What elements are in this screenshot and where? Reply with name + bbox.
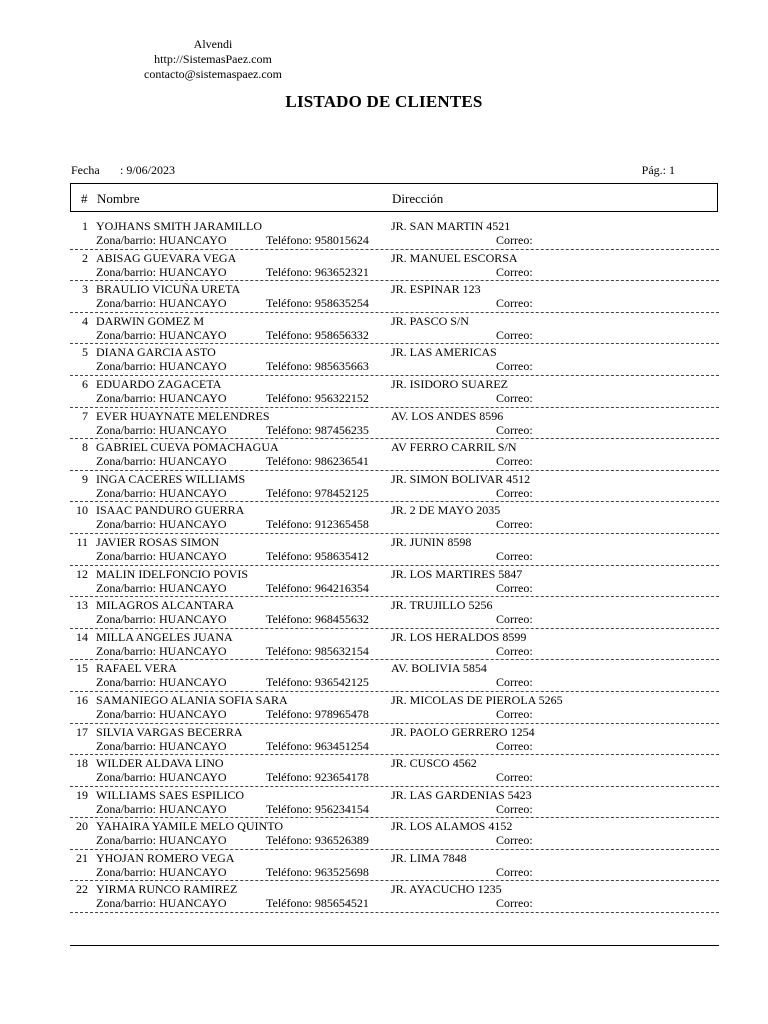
client-address: JR. LIMA 7848 <box>391 850 467 865</box>
client-row <box>70 850 719 882</box>
phone-value: 936542125 <box>314 675 369 690</box>
client-address: JR. LOS MARTIRES 5847 <box>391 566 523 581</box>
zone-value: HUANCAYO <box>158 738 227 753</box>
phone-value: 985654521 <box>314 896 369 911</box>
client-zone <box>96 549 227 564</box>
email-label: Correo: <box>496 864 533 879</box>
phone-label: Teléfono: <box>266 833 312 848</box>
phone-value: 963451254 <box>314 738 369 753</box>
phone-value: 912365458 <box>314 517 369 532</box>
client-zone <box>96 391 227 406</box>
client-number: 18 <box>76 756 88 771</box>
client-number: 2 <box>82 250 88 265</box>
email-label: Correo: <box>496 485 533 500</box>
client-address: JR. PASCO S/N <box>391 313 469 328</box>
phone-value: 958635254 <box>314 296 369 311</box>
zone-value: HUANCAYO <box>158 390 227 405</box>
phone-label: Teléfono: <box>266 770 312 785</box>
client-zone <box>96 296 227 311</box>
phone-label: Teléfono: <box>266 296 312 311</box>
client-number: 7 <box>82 408 88 423</box>
client-row <box>70 439 719 471</box>
email-label: Correo: <box>496 454 533 469</box>
client-number: 11 <box>76 534 88 549</box>
client-zone <box>96 486 227 501</box>
phone-label: Teléfono: <box>266 675 312 690</box>
phone-label: Teléfono: <box>266 801 312 816</box>
email-label: Correo: <box>496 548 533 563</box>
client-name: GABRIEL CUEVA POMACHAGUA <box>96 440 279 455</box>
phone-label: Teléfono: <box>266 548 312 563</box>
email-label: Correo: <box>496 580 533 595</box>
column-header-name: Nombre <box>97 191 140 206</box>
email-label: Correo: <box>496 517 533 532</box>
zone-label: Zona/barrio: <box>96 422 156 437</box>
phone-label: Teléfono: <box>266 485 312 500</box>
client-row <box>70 724 719 756</box>
phone-value: 956322152 <box>314 390 369 405</box>
zone-label: Zona/barrio: <box>96 896 156 911</box>
client-row <box>70 376 719 408</box>
client-number: 21 <box>76 850 88 865</box>
client-number: 12 <box>76 566 88 581</box>
client-name: WILLIAMS SAES ESPILICO <box>96 787 245 802</box>
zone-value: HUANCAYO <box>158 612 227 627</box>
client-name: ISAAC PANDURO GUERRA <box>96 503 245 518</box>
client-address: AV. BOLIVIA 5854 <box>391 661 487 676</box>
email-label: Correo: <box>496 833 533 848</box>
client-row <box>70 313 719 345</box>
email-label: Correo: <box>496 296 533 311</box>
email-label: Correo: <box>496 706 533 721</box>
email-label: Correo: <box>496 390 533 405</box>
client-zone <box>96 896 227 911</box>
client-zone <box>96 517 227 532</box>
phone-label: Teléfono: <box>266 390 312 405</box>
client-address: JR. 2 DE MAYO 2035 <box>391 503 501 518</box>
zone-label: Zona/barrio: <box>96 548 156 563</box>
phone-value: 963652321 <box>314 264 369 279</box>
email-label: Correo: <box>496 643 533 658</box>
zone-label: Zona/barrio: <box>96 706 156 721</box>
client-number: 5 <box>82 345 88 360</box>
phone-value: 958015624 <box>314 233 369 247</box>
column-header-number: # <box>81 191 88 206</box>
client-row <box>70 692 719 724</box>
client-address: JR. LOS ALAMOS 4152 <box>391 819 513 834</box>
client-zone <box>96 865 227 880</box>
zone-label: Zona/barrio: <box>96 675 156 690</box>
table-header <box>70 183 718 212</box>
phone-label: Teléfono: <box>266 896 312 911</box>
client-number: 3 <box>82 282 88 297</box>
email-label: Correo: <box>496 264 533 279</box>
client-row <box>70 629 719 661</box>
client-phone <box>266 454 369 469</box>
zone-label: Zona/barrio: <box>96 233 156 247</box>
client-phone <box>266 707 369 722</box>
client-phone <box>266 675 369 690</box>
client-zone <box>96 802 227 817</box>
email-label: Correo: <box>496 896 533 911</box>
client-phone <box>266 391 369 406</box>
phone-label: Teléfono: <box>266 359 312 374</box>
phone-value: 986236541 <box>314 454 369 469</box>
client-row <box>70 755 719 787</box>
email-label: Correo: <box>496 612 533 627</box>
client-zone <box>96 707 227 722</box>
client-zone <box>96 675 227 690</box>
zone-label: Zona/barrio: <box>96 454 156 469</box>
page-title: LISTADO DE CLIENTES <box>285 92 483 111</box>
phone-value: 956234154 <box>314 801 369 816</box>
client-name: INGA CACERES WILLIAMS <box>96 471 246 486</box>
client-name: YAHAIRA YAMILE MELO QUINTO <box>96 819 283 834</box>
zone-value: HUANCAYO <box>158 296 227 311</box>
client-address: JR. PAOLO GERRERO 1254 <box>391 724 535 739</box>
zone-label: Zona/barrio: <box>96 517 156 532</box>
client-name: ABISAG GUEVARA VEGA <box>96 250 237 265</box>
email-label: Correo: <box>496 738 533 753</box>
client-row <box>70 566 719 598</box>
zone-label: Zona/barrio: <box>96 296 156 311</box>
client-name: SAMANIEGO ALANIA SOFIA SARA <box>96 692 288 707</box>
client-number: 19 <box>76 787 88 802</box>
client-name: DARWIN GOMEZ M <box>96 313 204 328</box>
client-row <box>70 218 719 250</box>
phone-value: 964216354 <box>314 580 369 595</box>
zone-value: HUANCAYO <box>158 264 227 279</box>
client-phone <box>266 581 369 596</box>
client-name: RAFAEL VERA <box>96 661 177 676</box>
zone-value: HUANCAYO <box>158 801 227 816</box>
phone-label: Teléfono: <box>266 864 312 879</box>
client-address: JR. ISIDORO SUAREZ <box>391 376 509 391</box>
email-label: Correo: <box>496 770 533 785</box>
column-header-address: Dirección <box>392 191 444 206</box>
client-address: JR. SAN MARTIN 4521 <box>391 219 511 233</box>
email-label: Correo: <box>496 801 533 816</box>
client-row <box>70 250 719 282</box>
client-name: MILLA ANGELES JUANA <box>96 629 233 644</box>
client-number: 1 <box>82 219 88 233</box>
client-zone <box>96 233 227 248</box>
client-zone <box>96 612 227 627</box>
client-number: 16 <box>76 692 88 707</box>
client-number: 13 <box>76 598 88 613</box>
client-name: DIANA GARCIA ASTO <box>96 345 216 360</box>
zone-value: HUANCAYO <box>158 580 227 595</box>
client-name: SILVIA VARGAS BECERRA <box>96 724 243 739</box>
phone-value: 958656332 <box>314 327 369 342</box>
email-label: Correo: <box>496 327 533 342</box>
phone-label: Teléfono: <box>266 233 312 247</box>
zone-value: HUANCAYO <box>158 675 227 690</box>
client-name: MALIN IDELFONCIO POVIS <box>96 566 248 581</box>
date-value: : 9/06/2023 <box>120 163 176 177</box>
client-address: AV. LOS ANDES 8596 <box>391 408 504 423</box>
zone-label: Zona/barrio: <box>96 643 156 658</box>
phone-value: 923654178 <box>314 770 369 785</box>
phone-label: Teléfono: <box>266 643 312 658</box>
client-name: WILDER ALDAVA LINO <box>96 756 224 771</box>
client-row <box>70 502 719 534</box>
phone-value: 936526389 <box>314 833 369 848</box>
company-name: Alvendi <box>193 37 233 51</box>
client-address: JR. LAS GARDENIAS 5423 <box>391 787 532 802</box>
client-phone <box>266 739 369 754</box>
client-number: 9 <box>82 471 88 486</box>
zone-label: Zona/barrio: <box>96 612 156 627</box>
zone-value: HUANCAYO <box>158 548 227 563</box>
phone-value: 978965478 <box>314 706 369 721</box>
phone-label: Teléfono: <box>266 612 312 627</box>
client-zone <box>96 454 227 469</box>
email-label: Correo: <box>496 422 533 437</box>
client-name: EDUARDO ZAGACETA <box>96 376 222 391</box>
client-address: JR. AYACUCHO 1235 <box>391 882 502 897</box>
client-number: 17 <box>76 724 88 739</box>
date-label: Fecha <box>71 163 100 177</box>
zone-value: HUANCAYO <box>158 454 227 469</box>
phone-label: Teléfono: <box>266 706 312 721</box>
zone-value: HUANCAYO <box>158 864 227 879</box>
client-zone <box>96 644 227 659</box>
client-address: JR. MANUEL ESCORSA <box>391 250 518 265</box>
client-number: 15 <box>76 661 88 676</box>
phone-label: Teléfono: <box>266 264 312 279</box>
zone-label: Zona/barrio: <box>96 864 156 879</box>
phone-value: 978452125 <box>314 485 369 500</box>
zone-label: Zona/barrio: <box>96 485 156 500</box>
zone-value: HUANCAYO <box>158 422 227 437</box>
zone-label: Zona/barrio: <box>96 738 156 753</box>
phone-label: Teléfono: <box>266 454 312 469</box>
client-list <box>70 218 719 913</box>
bottom-divider <box>70 945 719 946</box>
client-row <box>70 787 719 819</box>
zone-label: Zona/barrio: <box>96 801 156 816</box>
client-zone <box>96 328 227 343</box>
client-number: 10 <box>76 503 88 518</box>
client-phone <box>266 359 369 374</box>
client-zone <box>96 423 227 438</box>
client-number: 20 <box>76 819 88 834</box>
email-label: Correo: <box>496 359 533 374</box>
client-zone <box>96 359 227 374</box>
client-row <box>70 408 719 440</box>
company-header <box>110 37 316 82</box>
client-phone <box>266 517 369 532</box>
phone-value: 958635412 <box>314 548 369 563</box>
zone-value: HUANCAYO <box>158 233 227 247</box>
client-address: JR. TRUJILLO 5256 <box>391 598 493 613</box>
client-phone <box>266 486 369 501</box>
client-row <box>70 881 719 913</box>
client-name: YHOJAN ROMERO VEGA <box>96 850 235 865</box>
client-phone <box>266 549 369 564</box>
phone-label: Teléfono: <box>266 422 312 437</box>
client-number: 6 <box>82 376 88 391</box>
client-phone <box>266 612 369 627</box>
client-number: 22 <box>76 882 88 897</box>
client-address: JR. CUSCO 4562 <box>391 756 477 771</box>
zone-value: HUANCAYO <box>158 359 227 374</box>
client-phone <box>266 896 369 911</box>
client-row <box>70 597 719 629</box>
zone-label: Zona/barrio: <box>96 264 156 279</box>
client-zone <box>96 739 227 754</box>
client-address: JR. MICOLAS DE PIEROLA 5265 <box>391 692 563 707</box>
email-label: Correo: <box>496 675 533 690</box>
client-row <box>70 660 719 692</box>
phone-value: 968455632 <box>314 612 369 627</box>
client-address: AV FERRO CARRIL S/N <box>391 440 517 455</box>
client-phone <box>266 328 369 343</box>
date-field <box>71 163 176 178</box>
client-name: JAVIER ROSAS SIMON <box>96 534 220 549</box>
client-name: YIRMA RUNCO RAMIREZ <box>96 882 238 897</box>
zone-value: HUANCAYO <box>158 833 227 848</box>
client-zone <box>96 581 227 596</box>
client-name: MILAGROS ALCANTARA <box>96 598 235 613</box>
zone-value: HUANCAYO <box>158 896 227 911</box>
phone-value: 987456235 <box>314 422 369 437</box>
client-number: 4 <box>82 313 88 328</box>
phone-label: Teléfono: <box>266 580 312 595</box>
client-number: 8 <box>82 440 88 455</box>
client-phone <box>266 233 369 248</box>
email-label: Correo: <box>496 233 533 247</box>
zone-label: Zona/barrio: <box>96 327 156 342</box>
client-phone <box>266 802 369 817</box>
client-address: JR. SIMON BOLIVAR 4512 <box>391 471 531 486</box>
client-phone <box>266 296 369 311</box>
phone-label: Teléfono: <box>266 517 312 532</box>
client-name: BRAULIO VICUÑA URETA <box>96 282 241 297</box>
phone-value: 985632154 <box>314 643 369 658</box>
client-phone <box>266 644 369 659</box>
client-row <box>70 818 719 850</box>
zone-value: HUANCAYO <box>158 327 227 342</box>
client-number: 14 <box>76 629 88 644</box>
client-zone <box>96 770 227 785</box>
client-name: EVER HUAYNATE MELENDRES <box>96 408 270 423</box>
client-address: JR. ESPINAR 123 <box>391 282 481 297</box>
client-row <box>70 281 719 313</box>
client-address: JR. LOS HERALDOS 8599 <box>391 629 527 644</box>
zone-value: HUANCAYO <box>158 517 227 532</box>
zone-value: HUANCAYO <box>158 485 227 500</box>
client-zone <box>96 265 227 280</box>
client-row <box>70 534 719 566</box>
zone-label: Zona/barrio: <box>96 390 156 405</box>
phone-label: Teléfono: <box>266 327 312 342</box>
client-phone <box>266 770 369 785</box>
phone-value: 963525698 <box>314 864 369 879</box>
zone-value: HUANCAYO <box>158 770 227 785</box>
client-row <box>70 471 719 503</box>
company-email: contacto@sistemaspaez.com <box>144 67 282 81</box>
zone-value: HUANCAYO <box>158 643 227 658</box>
client-name: YOJHANS SMITH JARAMILLO <box>96 219 263 233</box>
phone-label: Teléfono: <box>266 738 312 753</box>
client-phone <box>266 833 369 848</box>
zone-value: HUANCAYO <box>158 706 227 721</box>
phone-value: 985635663 <box>314 359 369 374</box>
zone-label: Zona/barrio: <box>96 770 156 785</box>
zone-label: Zona/barrio: <box>96 359 156 374</box>
client-phone <box>266 265 369 280</box>
zone-label: Zona/barrio: <box>96 833 156 848</box>
client-zone <box>96 833 227 848</box>
client-address: JR. LAS AMERICAS <box>391 345 497 360</box>
client-row <box>70 344 719 376</box>
page-number: Pág.: 1 <box>641 163 675 177</box>
zone-label: Zona/barrio: <box>96 580 156 595</box>
company-url: http://SistemasPaez.com <box>154 52 272 66</box>
client-phone <box>266 423 369 438</box>
client-phone <box>266 865 369 880</box>
client-address: JR. JUNIN 8598 <box>391 534 472 549</box>
